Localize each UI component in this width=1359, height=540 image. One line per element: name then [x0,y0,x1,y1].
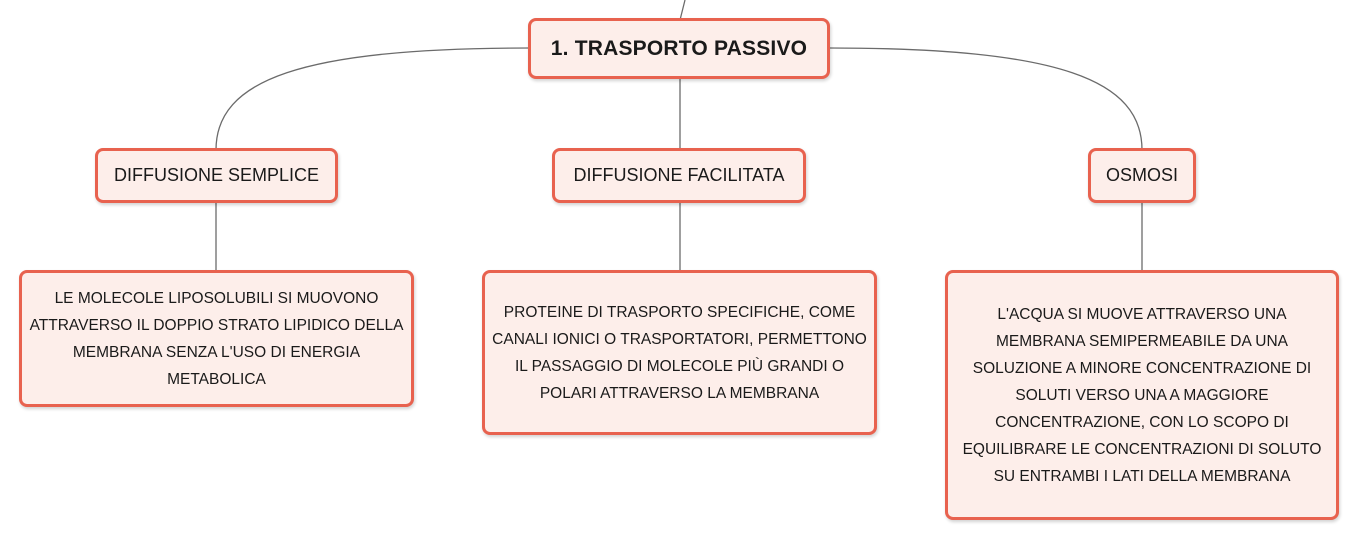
node-diffusione-facilitata-label: DIFFUSIONE FACILITATA [573,165,785,185]
node-diffusione-semplice[interactable] [95,148,338,203]
desc-diffusione-semplice-text: LE MOLECOLE LIPOSOLUBILI SI MUOVONO ATTRAVERSO IL DOPPIO STRATO LIPIDICO DELLA MEMBRANA SENZA L'USO DI ENERGIA METABOLICA [29,289,404,388]
node-osmosi[interactable] [1088,148,1196,203]
desc-osmosi[interactable] [945,270,1339,520]
root-node-label: 1. TRASPORTO PASSIVO [550,36,808,60]
node-diffusione-facilitata[interactable] [552,148,806,203]
connector-root-to-diffusione-semplice [216,48,530,150]
desc-osmosi-text: L'ACQUA SI MUOVE ATTRAVERSO UNA MEMBRANA SEMIPERMEABILE DA UNA SOLUZIONE A MINORE CONCENTRAZIONE DI SOLUTI VERSO UNA A MAGGIORE CONCENTRAZIONE, CON LO SCOPO DI EQUILIBRARE LE CONCENTRAZIONI DI SOLUTO SU ENTRAMBI I LATI DELLA MEMBRANA [962,305,1322,485]
desc-diffusione-facilitata-text: PROTEINE DI TRASPORTO SPECIFICHE, COME CANALI IONICI O TRASPORTATORI, PERMETTONO IL PASSAGGIO DI MOLECOLE PIÙ GRANDI O POLARI ATTRAVERSO LA MEMBRANA [492,303,867,402]
node-osmosi-label: OSMOSI [1105,165,1178,185]
node-diffusione-semplice-label: DIFFUSIONE SEMPLICE [113,165,320,185]
desc-diffusione-facilitata[interactable] [482,270,877,435]
desc-diffusione-semplice[interactable] [19,270,414,407]
connector-from-parent [680,0,685,20]
connector-root-to-osmosi [830,48,1142,150]
root-node[interactable] [528,18,830,79]
